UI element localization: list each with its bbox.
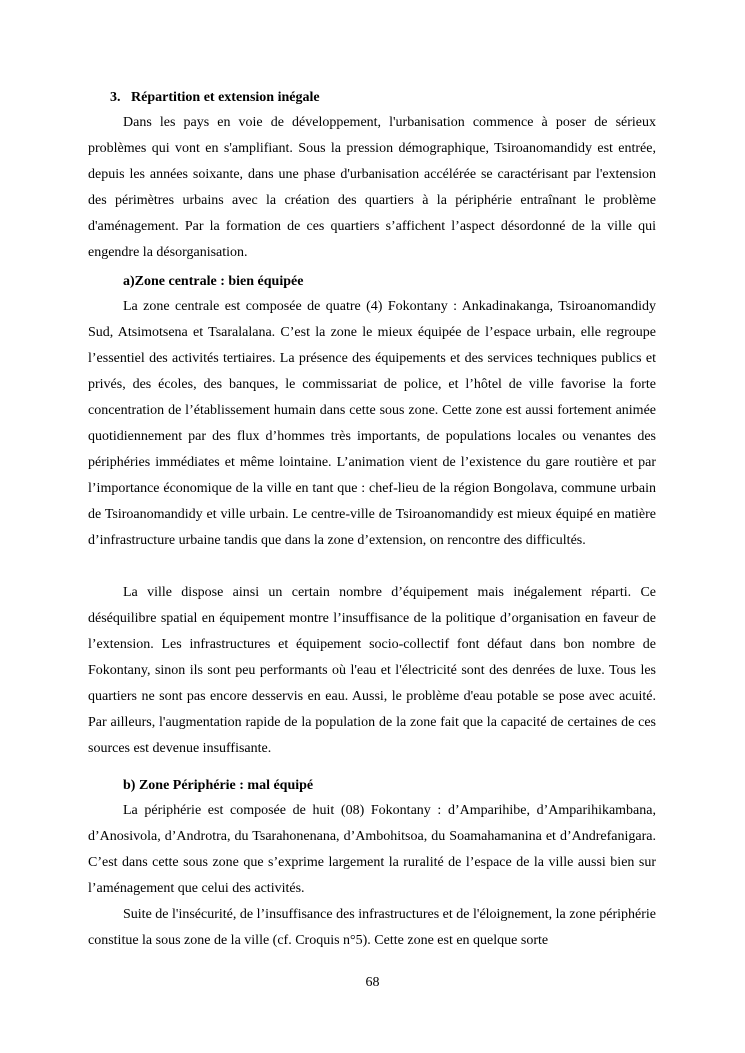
zone-centrale-paragraph-1: La zone centrale est composée de quatre (4) Fokontany : Ankadinakanga, Tsiroanomandidy Sud, Atsimotsena et Tsaralalana. C’est la zone le mieux équipée de l’espace urbain, elle regroupe l’essentiel des activités tertiaires. La présence des équipements et des services techniques publics et privés, des écoles, des banques, le commissariat de police, et l’hôtel de ville favorise la forte concentration de l’établissement humain dans cette sous zone. Cette zone est aussi fortement animée quotidiennement par des flux d’hommes très importants, de populations locales ou venantes des périphéries immédiates et même lointaine. L’animation vient de l’existence du gare routière et par l’importance économique de la ville en tant que : chef-lieu de la région Bongolava, commune urbain de Tsiroanomandidy et ville urbain. Le centre-ville de Tsiroanomandidy est mieux équipé en matière d’infrastructure urbaine tandis que dans la zone d’extension, on rencontre des difficultés. xyxy=(88,299,656,548)
section-heading: 3. Répartition et extension inégale xyxy=(110,90,320,105)
zone-peripherie-heading: b) Zone Périphérie : mal équipé xyxy=(123,778,314,793)
intro-paragraph: Dans les pays en voie de développement, l'urbanisation commence à poser de sérieux problèmes qui vont en s'amplifiant. Sous la pression démographique, Tsiroanomandidy est entrée, depuis les années soixante, dans une phase d'urbanisation accélérée se caractérisant par l'extension des périmètres urbains avec la création des quartiers à la périphérie entraînant le problème d'aménagement. Par la formation de ces quartiers s’affichent l’aspect désordonné de la ville qui engendre la désorganisation. xyxy=(88,115,656,260)
page-number: 68 xyxy=(365,975,380,990)
zone-centrale-paragraph-2: La ville dispose ainsi un certain nombre d’équipement mais inégalement réparti. Ce déséquilibre spatial en équipement montre l’insuffisance de la politique d’organisation en faveur de l’extension. Les infrastructures et équipement socio-collectif font défaut dans bon nombre de Fokontany, sinon ils sont peu performants où l'eau et l'électricité sont des denrées de luxe. Tous les quartiers ne sont pas encore desservis en eau. Aussi, le problème d'eau potable se pose avec acuité. Par ailleurs, l'augmentation rapide de la population de la zone fait que la capacité de certaines de ces sources est devenue insuffisante. xyxy=(88,585,656,756)
zone-centrale-heading: a)Zone centrale : bien équipée xyxy=(123,274,304,289)
zone-peripherie-paragraph-1: La périphérie est composée de huit (08) Fokontany : d’Amparihibe, d’Amparihikambana, d’Anosivola, d’Androtra, du Tsarahonenana, d’Ambohitsoa, du Soamahamanina et d’Andrefanigara. C’est dans cette sous zone que s’exprime largement la ruralité de l’espace de la ville aussi bien sur l’aménagement que celui des activités. xyxy=(88,803,656,896)
zone-peripherie-paragraph-2: Suite de l'insécurité, de l’insuffisance des infrastructures et de l'éloignement, la zone périphérie constitue la sous zone de la ville (cf. Croquis n°5). Cette zone est en quelque sorte xyxy=(88,907,656,948)
